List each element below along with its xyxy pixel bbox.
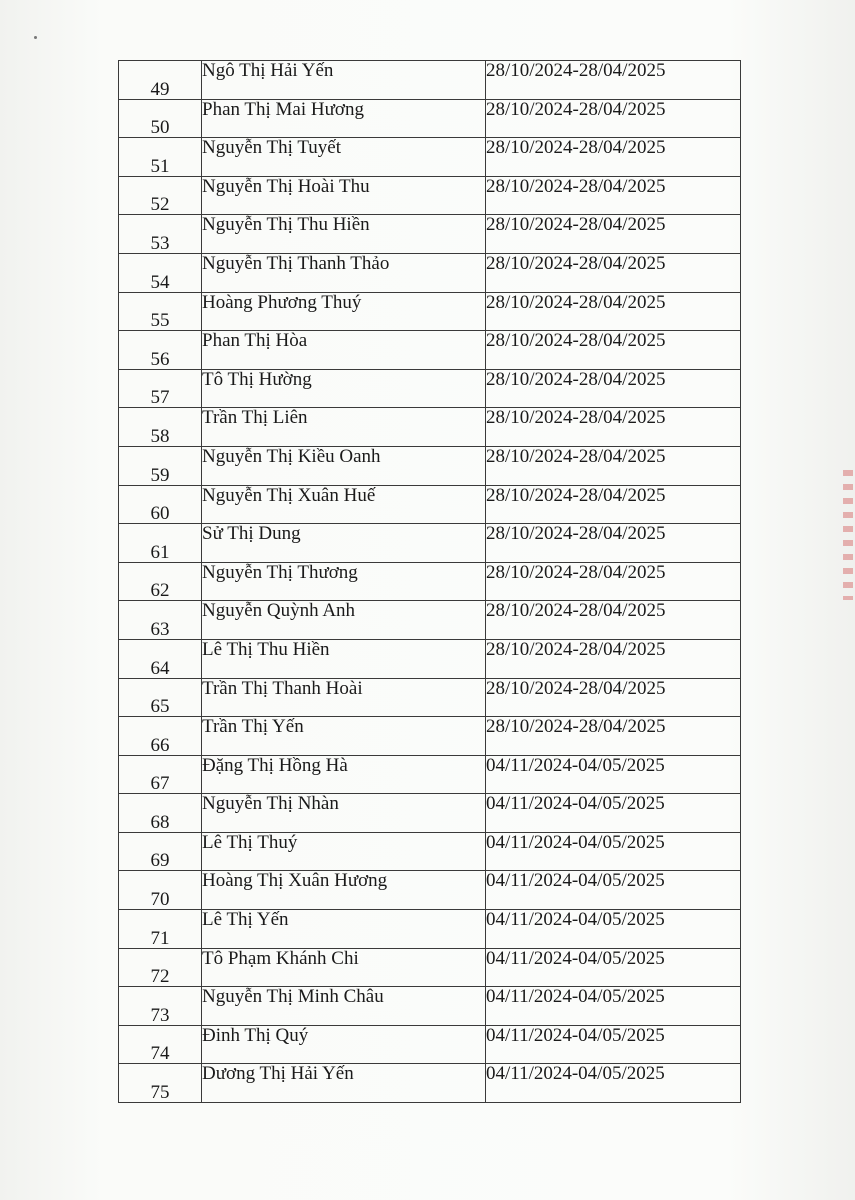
table-row (119, 292, 741, 331)
date-range: 28/10/2024-28/04/2025 (486, 331, 741, 370)
table-row (119, 215, 741, 254)
date-range: 04/11/2024-04/05/2025 (486, 871, 741, 910)
row-number: 66 (119, 717, 202, 756)
table-row (119, 369, 741, 408)
date-range: 04/11/2024-04/05/2025 (486, 755, 741, 794)
row-number: 73 (119, 987, 202, 1026)
margin-stamp-mark (843, 470, 853, 600)
row-number: 72 (119, 948, 202, 987)
table-row (119, 794, 741, 833)
person-name: Phan Thị Hòa (202, 331, 486, 370)
row-number: 49 (119, 61, 202, 100)
person-name: Lê Thị Thu Hiền (202, 639, 486, 678)
row-number: 61 (119, 524, 202, 563)
table-row (119, 408, 741, 447)
table-row (119, 678, 741, 717)
table-row (119, 717, 741, 756)
table-row (119, 639, 741, 678)
row-number: 50 (119, 99, 202, 138)
date-range: 28/10/2024-28/04/2025 (486, 99, 741, 138)
date-range: 28/10/2024-28/04/2025 (486, 292, 741, 331)
date-range: 28/10/2024-28/04/2025 (486, 138, 741, 177)
table-row (119, 331, 741, 370)
row-number: 62 (119, 562, 202, 601)
row-number: 54 (119, 253, 202, 292)
date-range: 28/10/2024-28/04/2025 (486, 369, 741, 408)
table-row (119, 871, 741, 910)
row-number: 60 (119, 485, 202, 524)
row-number: 70 (119, 871, 202, 910)
date-range: 28/10/2024-28/04/2025 (486, 408, 741, 447)
date-range: 28/10/2024-28/04/2025 (486, 253, 741, 292)
table-row (119, 485, 741, 524)
table-row (119, 948, 741, 987)
row-number: 59 (119, 446, 202, 485)
date-range: 28/10/2024-28/04/2025 (486, 446, 741, 485)
date-range: 28/10/2024-28/04/2025 (486, 176, 741, 215)
table-row (119, 138, 741, 177)
table-row (119, 253, 741, 292)
date-range: 04/11/2024-04/05/2025 (486, 1025, 741, 1064)
table-row (119, 61, 741, 100)
date-range: 28/10/2024-28/04/2025 (486, 678, 741, 717)
table-row (119, 562, 741, 601)
table-row (119, 1025, 741, 1064)
row-number: 57 (119, 369, 202, 408)
row-number: 58 (119, 408, 202, 447)
scan-speck (34, 36, 37, 39)
person-name: Lê Thị Yến (202, 910, 486, 949)
person-name: Nguyễn Thị Tuyết (202, 138, 486, 177)
row-number: 75 (119, 1064, 202, 1103)
date-range: 28/10/2024-28/04/2025 (486, 639, 741, 678)
table-row (119, 601, 741, 640)
person-name: Đặng Thị Hồng Hà (202, 755, 486, 794)
date-range: 28/10/2024-28/04/2025 (486, 524, 741, 563)
row-number: 53 (119, 215, 202, 254)
date-range: 28/10/2024-28/04/2025 (486, 485, 741, 524)
date-range: 04/11/2024-04/05/2025 (486, 910, 741, 949)
row-number: 63 (119, 601, 202, 640)
date-range: 04/11/2024-04/05/2025 (486, 987, 741, 1026)
person-name: Nguyễn Thị Nhàn (202, 794, 486, 833)
person-name: Trần Thị Yến (202, 717, 486, 756)
person-name: Trần Thị Thanh Hoài (202, 678, 486, 717)
table-row (119, 910, 741, 949)
person-name: Hoàng Thị Xuân Hương (202, 871, 486, 910)
row-number: 69 (119, 832, 202, 871)
person-name: Đinh Thị Quý (202, 1025, 486, 1064)
roster-table (118, 60, 741, 1103)
person-name: Hoàng Phương Thuý (202, 292, 486, 331)
person-name: Sử Thị Dung (202, 524, 486, 563)
table-row (119, 176, 741, 215)
person-name: Tô Phạm Khánh Chi (202, 948, 486, 987)
date-range: 28/10/2024-28/04/2025 (486, 717, 741, 756)
table-row (119, 524, 741, 563)
row-number: 67 (119, 755, 202, 794)
person-name: Lê Thị Thuý (202, 832, 486, 871)
person-name: Trần Thị Liên (202, 408, 486, 447)
row-number: 74 (119, 1025, 202, 1064)
roster-table-body (119, 61, 741, 1103)
table-row (119, 755, 741, 794)
row-number: 68 (119, 794, 202, 833)
date-range: 04/11/2024-04/05/2025 (486, 794, 741, 833)
person-name: Tô Thị Hường (202, 369, 486, 408)
date-range: 28/10/2024-28/04/2025 (486, 562, 741, 601)
table-row (119, 446, 741, 485)
person-name: Nguyễn Thị Hoài Thu (202, 176, 486, 215)
person-name: Dương Thị Hải Yến (202, 1064, 486, 1103)
table-row (119, 832, 741, 871)
date-range: 04/11/2024-04/05/2025 (486, 1064, 741, 1103)
row-number: 71 (119, 910, 202, 949)
date-range: 28/10/2024-28/04/2025 (486, 61, 741, 100)
row-number: 64 (119, 639, 202, 678)
date-range: 28/10/2024-28/04/2025 (486, 601, 741, 640)
person-name: Nguyễn Quỳnh Anh (202, 601, 486, 640)
table-row (119, 99, 741, 138)
row-number: 55 (119, 292, 202, 331)
row-number: 52 (119, 176, 202, 215)
person-name: Ngô Thị Hải Yến (202, 61, 486, 100)
person-name: Nguyễn Thị Thanh Thảo (202, 253, 486, 292)
date-range: 28/10/2024-28/04/2025 (486, 215, 741, 254)
table-row (119, 1064, 741, 1103)
person-name: Nguyễn Thị Thu Hiền (202, 215, 486, 254)
row-number: 56 (119, 331, 202, 370)
person-name: Nguyễn Thị Kiều Oanh (202, 446, 486, 485)
person-name: Nguyễn Thị Thương (202, 562, 486, 601)
person-name: Phan Thị Mai Hương (202, 99, 486, 138)
date-range: 04/11/2024-04/05/2025 (486, 948, 741, 987)
date-range: 04/11/2024-04/05/2025 (486, 832, 741, 871)
row-number: 65 (119, 678, 202, 717)
table-row (119, 987, 741, 1026)
row-number: 51 (119, 138, 202, 177)
person-name: Nguyễn Thị Xuân Huế (202, 485, 486, 524)
person-name: Nguyễn Thị Minh Châu (202, 987, 486, 1026)
